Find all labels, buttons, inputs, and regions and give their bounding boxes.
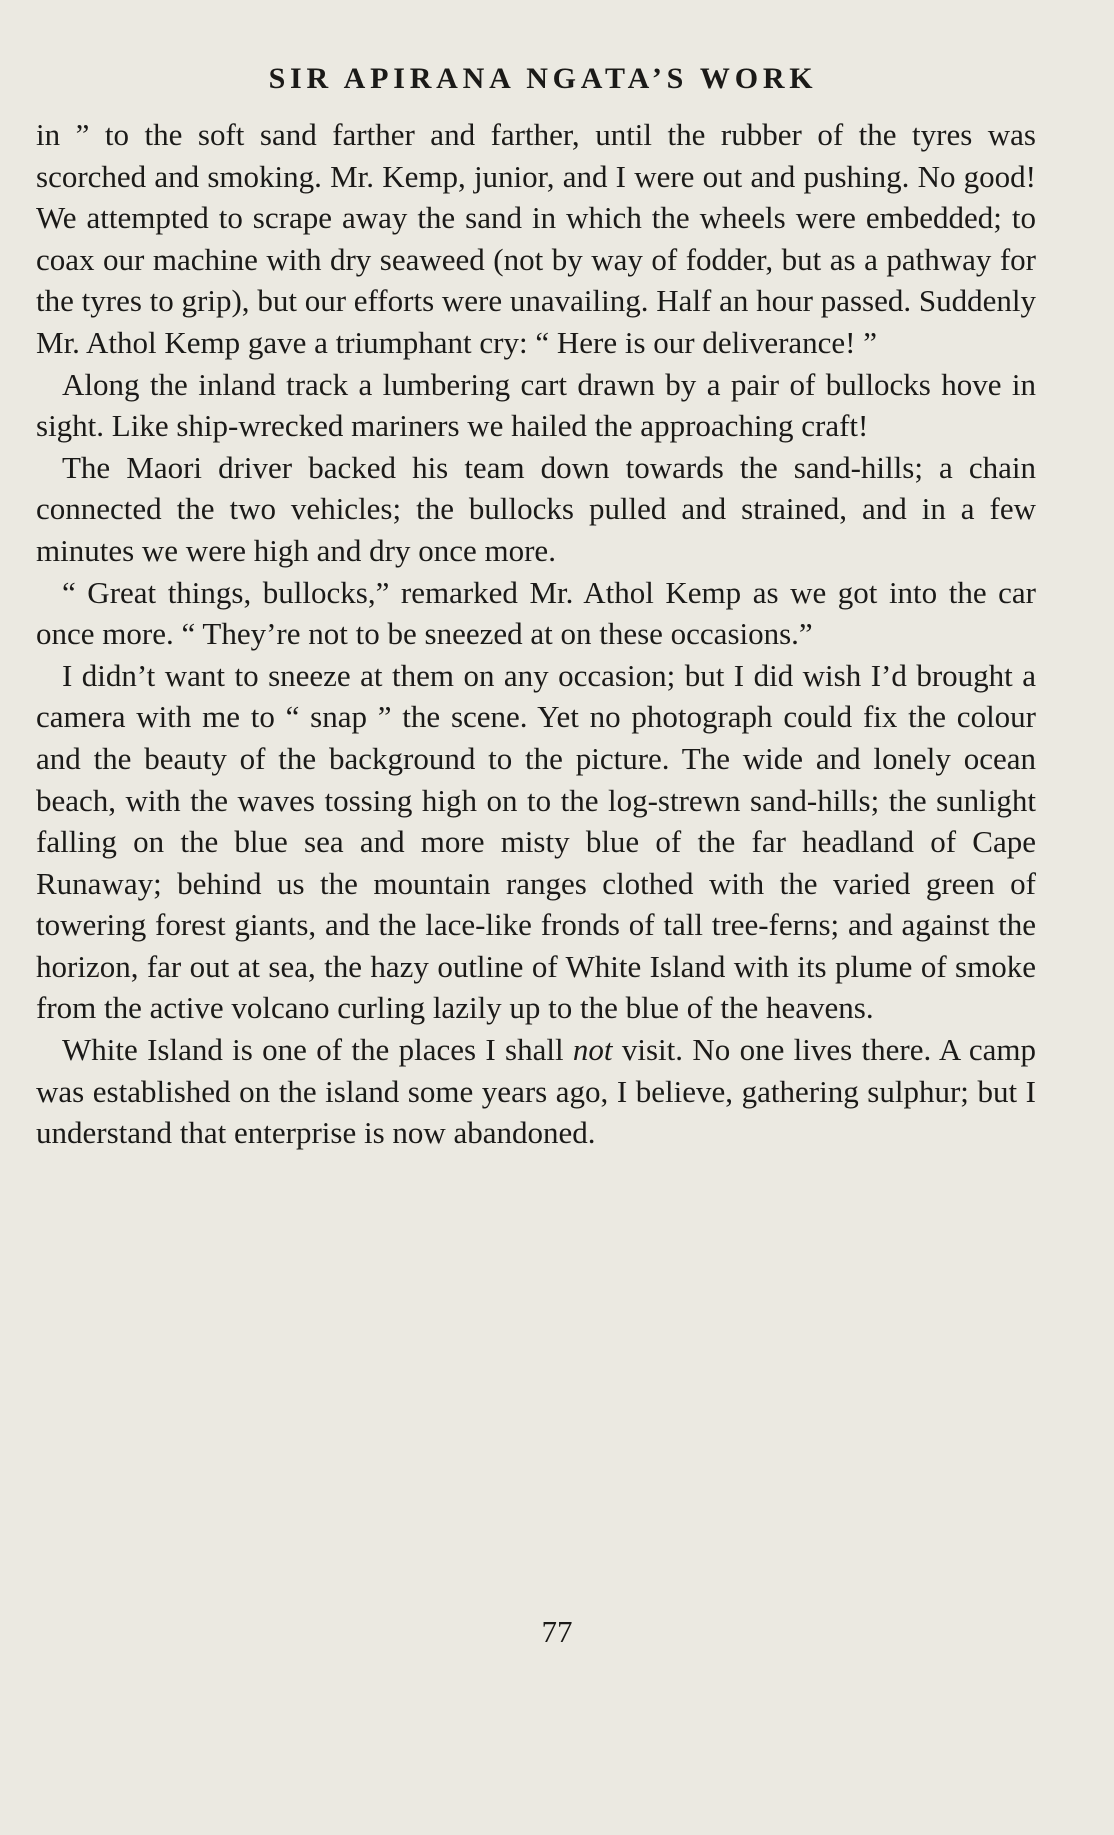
paragraph-text: Along the inland track a lumbering cart drawn by a pair of bullocks hove in sight. Like ship-wrecked mariners we hailed the approaching craft! [36, 366, 1036, 444]
paragraph [36, 447, 1036, 572]
book-page [36, 52, 1036, 1154]
paragraph [36, 572, 1036, 655]
paragraph [36, 364, 1036, 447]
paragraph [36, 114, 1036, 364]
paragraph-text: “ Great things, bullocks,” remarked Mr. Athol Kemp as we got into the car once more. “ They’re not to be sneezed at on these occasions.” [36, 574, 1036, 652]
paragraph-text: I didn’t want to sneeze at them on any occasion; but I did wish I’d brought a camera with me to “ snap ” the scene. Yet no photograph could fix the colour and the beauty of the background to the picture. The wide and lonely ocean beach, with the waves tossing high on to the log-strewn sand-hills; the sunlight falling on the blue sea and more misty blue of the far headland of Cape Runaway; behind us the mountain ranges clothed with the varied green of towering forest giants, and the lace-like fronds of tall tree-ferns; and against the horizon, far out at sea, the hazy outline of White Island with its plume of smoke from the active volcano curling lazily up to the blue of the heavens. [36, 657, 1036, 1026]
emphasized-word: not [572, 1032, 613, 1068]
paragraph-text: The Maori driver backed his team down towards the sand-hills; a chain connected the two vehicles; the bullocks pulled and strained, and in a few minutes we were high and dry once more. [36, 449, 1036, 568]
paragraph [36, 655, 1036, 1029]
paragraph [36, 1029, 1036, 1154]
paragraph-text: visit. No one lives there. A camp was established on the island some years ago, I believe, gathering sulphur; but I understand that enterprise is now abandoned. [36, 1032, 1036, 1151]
running-head: SIR APIRANA NGATA’S WORK [268, 62, 818, 95]
paragraph-text: White Island is one of the places I shall [62, 1032, 573, 1068]
page-number: 77 [541, 1614, 573, 1649]
paragraph-text: in ” to the soft sand farther and farther, until the rubber of the tyres was scorched and smoking. Mr. Kemp, junior, and I were out and pushing. No good! We attempted to scrape away the sand in which the wheels were embedded; to coax our machine with dry seaweed (not by way of fodder, but as a pathway for the tyres to grip), but our efforts were unavailing. Half an hour passed. Suddenly Mr. Athol Kemp gave a triumphant cry: “ Here is our deliverance! ” [36, 117, 1036, 360]
body-text [36, 114, 1036, 1154]
